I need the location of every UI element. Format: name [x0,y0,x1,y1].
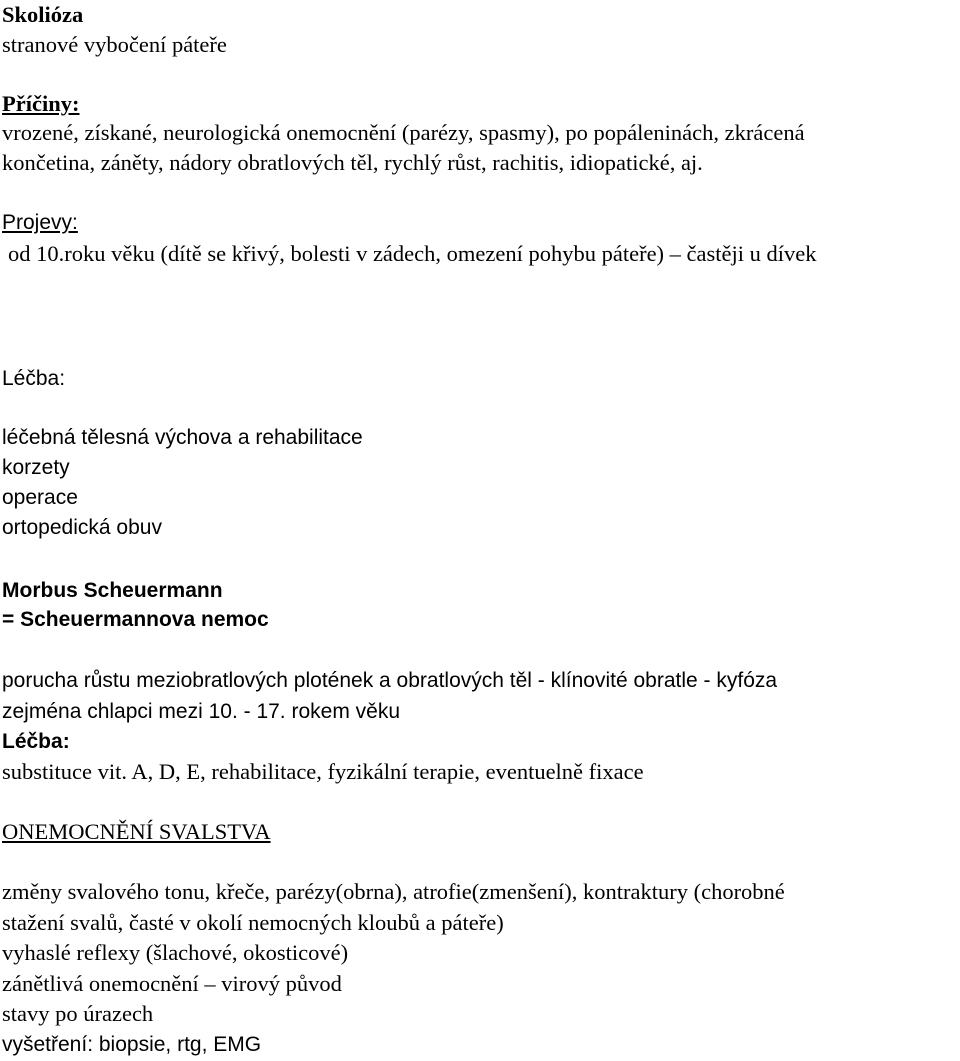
causes-heading: Příčiny: [2,91,80,116]
treatment-item-1: léčebná tělesná výchova a rehabilitace [2,426,363,449]
muscle-line-6: vyšetření: biopsie, rtg, EMG [2,1033,262,1056]
scheuermann-line-1: porucha růstu meziobratlových plotének a obratlových těl - klínovité obratle - kyfóza [2,669,778,692]
symptoms-line: od 10.roku věku (dítě se křivý, bolesti v zádech, omezení pohybu páteře) – častěji u dívek [8,241,817,266]
scoliosis-title: Skolióza [2,2,84,27]
causes-line-2: končetina, záněty, nádory obratlových těl, rychlý růst, rachitis, idiopatické, aj. [2,150,703,175]
muscle-line-1: změny svalového tonu, křeče, parézy(obrna), atrofie(zmenšení), kontraktury (chorobné [2,879,785,904]
scheuermann-treatment-heading: Léčba: [2,730,70,753]
scheuermann-title: Morbus Scheuermann [2,579,223,602]
symptoms-heading: Projevy: [2,211,78,234]
scoliosis-treatment-heading: Léčba: [2,367,66,390]
causes-line-1: vrozené, získané, neurologická onemocnění (parézy, spasmy), po popáleninách, zkrácená [2,120,805,145]
treatment-item-4: ortopedická obuv [2,516,162,539]
muscle-line-3: vyhaslé reflexy (šlachové, okosticové) [2,940,349,965]
treatment-item-3: operace [2,486,78,509]
scheuermann-line-2: zejména chlapci mezi 10. - 17. rokem věku [2,700,401,723]
muscle-diseases-title: ONEMOCNĚNÍ SVALSTVA [2,819,271,844]
muscle-line-2: stažení svalů, časté v okolí nemocných kloubů a páteře) [2,910,504,935]
scoliosis-subtitle: stranové vybočení páteře [2,32,227,57]
muscle-line-4: zánětlivá onemocnění – virový původ [2,971,342,996]
scheuermann-subtitle: = Scheuermannova nemoc [2,608,269,631]
muscle-line-5: stavy po úrazech [2,1001,154,1026]
treatment-item-2: korzety [2,456,70,479]
scheuermann-treatment-line: substituce vit. A, D, E, rehabilitace, fyzikální terapie, eventuelně fixace [2,759,644,784]
